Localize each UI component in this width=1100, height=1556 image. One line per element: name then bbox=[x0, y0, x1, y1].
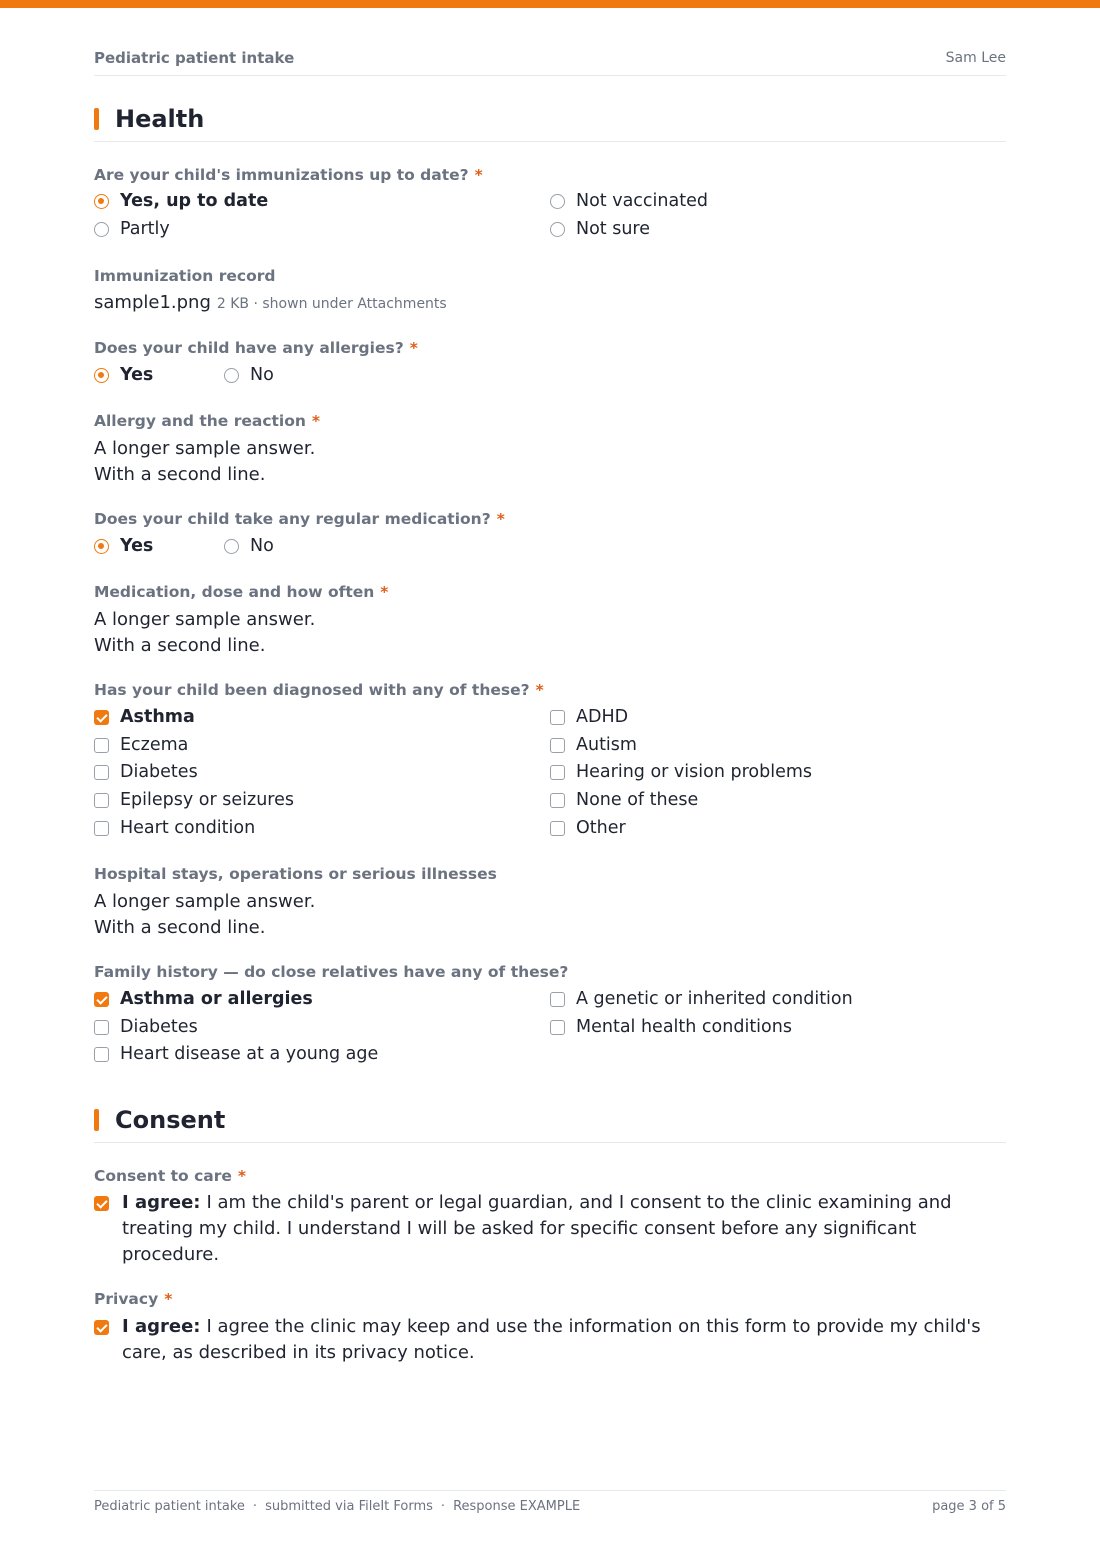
checkbox-icon[interactable] bbox=[94, 1047, 109, 1062]
file-name[interactable]: sample1.png bbox=[94, 292, 211, 313]
checkbox-checked-icon[interactable] bbox=[94, 992, 109, 1007]
answer-medication-detail: A longer sample answer. With a second line. bbox=[94, 609, 316, 656]
file-meta: 2 KB · shown under Attachments bbox=[216, 296, 447, 312]
radio-selected-icon[interactable] bbox=[94, 194, 109, 209]
page-header bbox=[94, 48, 1006, 76]
required-mark: * bbox=[237, 1167, 247, 1185]
question-consent-care: Consent to care * bbox=[94, 1167, 247, 1185]
question-allergy-reaction: Allergy and the reaction * bbox=[94, 412, 321, 430]
form-title: Pediatric patient intake bbox=[94, 49, 295, 67]
radio-icon[interactable] bbox=[224, 539, 239, 554]
radio-icon[interactable] bbox=[224, 368, 239, 383]
question-diagnosed: Has your child been diagnosed with any of these? * bbox=[94, 681, 544, 699]
question-medication-detail: Medication, dose and how often * bbox=[94, 583, 389, 601]
agree-label: I agree: bbox=[122, 1316, 201, 1337]
required-mark: * bbox=[164, 1290, 173, 1308]
question-hospital: Hospital stays, operations or serious illnesses bbox=[94, 865, 497, 883]
required-mark: * bbox=[380, 583, 389, 601]
consent-care-checkbox[interactable] bbox=[94, 1190, 1006, 1268]
checkbox-checked-icon[interactable] bbox=[94, 1320, 109, 1335]
checkbox-icon[interactable] bbox=[550, 710, 565, 725]
question-family-history: Family history — do close relatives have any of these? bbox=[94, 963, 569, 981]
checkbox-icon[interactable] bbox=[550, 738, 565, 753]
question-allergies: Does your child have any allergies? * bbox=[94, 339, 418, 357]
required-mark: * bbox=[535, 681, 544, 699]
checkbox-icon[interactable] bbox=[94, 821, 109, 836]
agree-label: I agree: bbox=[122, 1192, 201, 1213]
checkbox-icon[interactable] bbox=[94, 765, 109, 780]
required-mark: * bbox=[496, 510, 505, 528]
required-mark: * bbox=[409, 339, 418, 357]
footer-info: Pediatric patient intake · submitted via FileIt Forms · Response EXAMPLE bbox=[94, 1499, 581, 1514]
checkbox-icon[interactable] bbox=[94, 793, 109, 808]
checkbox-icon[interactable] bbox=[550, 821, 565, 836]
question-privacy: Privacy * bbox=[94, 1290, 173, 1308]
section-title-health: Health bbox=[115, 105, 205, 133]
section-accent-bar bbox=[94, 108, 99, 130]
question-immunizations: Are your child's immunizations up to date? * bbox=[94, 166, 483, 184]
checkbox-checked-icon[interactable] bbox=[94, 1196, 109, 1211]
question-medication: Does your child take any regular medication? * bbox=[94, 510, 505, 528]
question-immunization-record: Immunization record bbox=[94, 267, 276, 285]
required-mark: * bbox=[474, 166, 483, 184]
radio-selected-icon[interactable] bbox=[94, 368, 109, 383]
checkbox-icon[interactable] bbox=[94, 738, 109, 753]
section-consent bbox=[94, 1103, 1006, 1143]
required-mark: * bbox=[311, 412, 321, 430]
accent-top-bar bbox=[0, 0, 1100, 8]
radio-selected-icon[interactable] bbox=[94, 539, 109, 554]
radio-icon[interactable] bbox=[550, 194, 565, 209]
checkbox-icon[interactable] bbox=[550, 793, 565, 808]
page-number: page 3 of 5 bbox=[932, 1499, 1006, 1514]
section-title-consent: Consent bbox=[115, 1106, 226, 1134]
consent-care-text: I am the child's parent or legal guardian, and I consent to the clinic examining and treating my child. I understand I will be asked for specific consent before any significant procedure. bbox=[122, 1192, 952, 1265]
radio-icon[interactable] bbox=[550, 222, 565, 237]
section-health bbox=[94, 102, 1006, 142]
section-accent-bar bbox=[94, 1109, 99, 1131]
page-footer bbox=[94, 1490, 1006, 1520]
answer-hospital: A longer sample answer. With a second line. bbox=[94, 891, 316, 938]
checkbox-checked-icon[interactable] bbox=[94, 710, 109, 725]
answer-allergy-reaction: A longer sample answer. With a second line. bbox=[94, 438, 316, 485]
checkbox-icon[interactable] bbox=[94, 1020, 109, 1035]
checkbox-icon[interactable] bbox=[550, 765, 565, 780]
privacy-checkbox[interactable] bbox=[94, 1314, 1006, 1366]
privacy-text: I agree the clinic may keep and use the information on this form to provide my child's care, as described in its privacy notice. bbox=[122, 1316, 981, 1363]
checkbox-icon[interactable] bbox=[550, 1020, 565, 1035]
attachment-file[interactable] bbox=[94, 292, 447, 315]
respondent-name: Sam Lee bbox=[945, 50, 1006, 66]
radio-icon[interactable] bbox=[94, 222, 109, 237]
checkbox-icon[interactable] bbox=[550, 992, 565, 1007]
